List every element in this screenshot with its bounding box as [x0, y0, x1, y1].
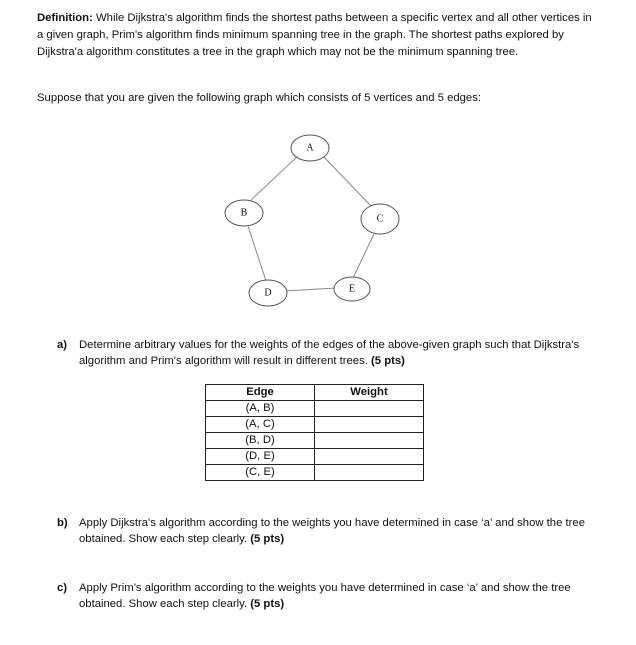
- weight-cell[interactable]: [315, 417, 424, 433]
- edge-cell: (A, C): [206, 417, 315, 433]
- question-a-points: (5 pts): [371, 355, 405, 367]
- table-row: [206, 401, 424, 417]
- intro-text: Suppose that you are given the following graph which consists of 5 vertices and 5 edges:: [37, 92, 481, 104]
- question-c: [57, 580, 602, 612]
- weight-cell[interactable]: [315, 449, 424, 465]
- weight-column-header: Weight: [315, 385, 424, 401]
- table-row: [206, 465, 424, 481]
- edge-cell: (B, D): [206, 433, 315, 449]
- table-row: [206, 433, 424, 449]
- edge-d-e: [285, 288, 336, 291]
- definition-text: While Dijkstra's algorithm finds the shortest paths between a specific vertex and all other vertices in a given graph, Prim's algorithm finds minimum spanning tree in the graph. The shortest paths explored by Dijkstra'a algorithm constitutes a tree in the graph which may not be the minimum spanning tree.: [37, 12, 592, 58]
- vertex-c-label: C: [376, 213, 384, 225]
- question-a-label: a): [57, 339, 68, 351]
- weight-cell[interactable]: [315, 401, 424, 417]
- edge-c-e: [353, 234, 374, 278]
- question-b-label: b): [57, 517, 68, 529]
- edge-a-b: [251, 155, 299, 200]
- question-b-points: (5 pts): [250, 533, 285, 545]
- question-c-text: Apply Prim’s algorithm according to the weights you have determined in case ‘a’ and show the tree obtained. Show each step clearly.: [79, 582, 571, 610]
- vertex-b-label: B: [240, 207, 248, 219]
- table-row: [206, 417, 424, 433]
- vertex-a-label: A: [306, 142, 314, 154]
- question-b-text: Apply Dijkstra's algorithm according to the weights you have determined in case ‘a’ and show the tree obtained. Show each step clearly.: [79, 517, 585, 545]
- weight-cell[interactable]: [315, 433, 424, 449]
- vertex-d-label: D: [264, 287, 272, 299]
- question-c-points: (5 pts): [250, 598, 285, 610]
- question-a: [57, 337, 602, 369]
- vertex-e-label: E: [348, 283, 356, 295]
- table-row: [206, 449, 424, 465]
- edge-cell: (C, E): [206, 465, 315, 481]
- edge-cell: (A, B): [206, 401, 315, 417]
- edge-cell: (D, E): [206, 449, 315, 465]
- table-header-row: [206, 385, 424, 401]
- edge-column-header: Edge: [206, 385, 315, 401]
- question-c-label: c): [57, 582, 68, 594]
- edge-weight-table: [205, 384, 424, 481]
- edge-b-d: [248, 226, 266, 281]
- definition-label: Definition:: [37, 12, 93, 24]
- weight-cell[interactable]: [315, 465, 424, 481]
- edge-a-c: [322, 155, 371, 206]
- question-a-text: Determine arbitrary values for the weights of the edges of the above-given graph such that Dijkstra's algorithm and Prim's algorithm will result in different trees.: [79, 339, 580, 367]
- question-b: [57, 515, 602, 547]
